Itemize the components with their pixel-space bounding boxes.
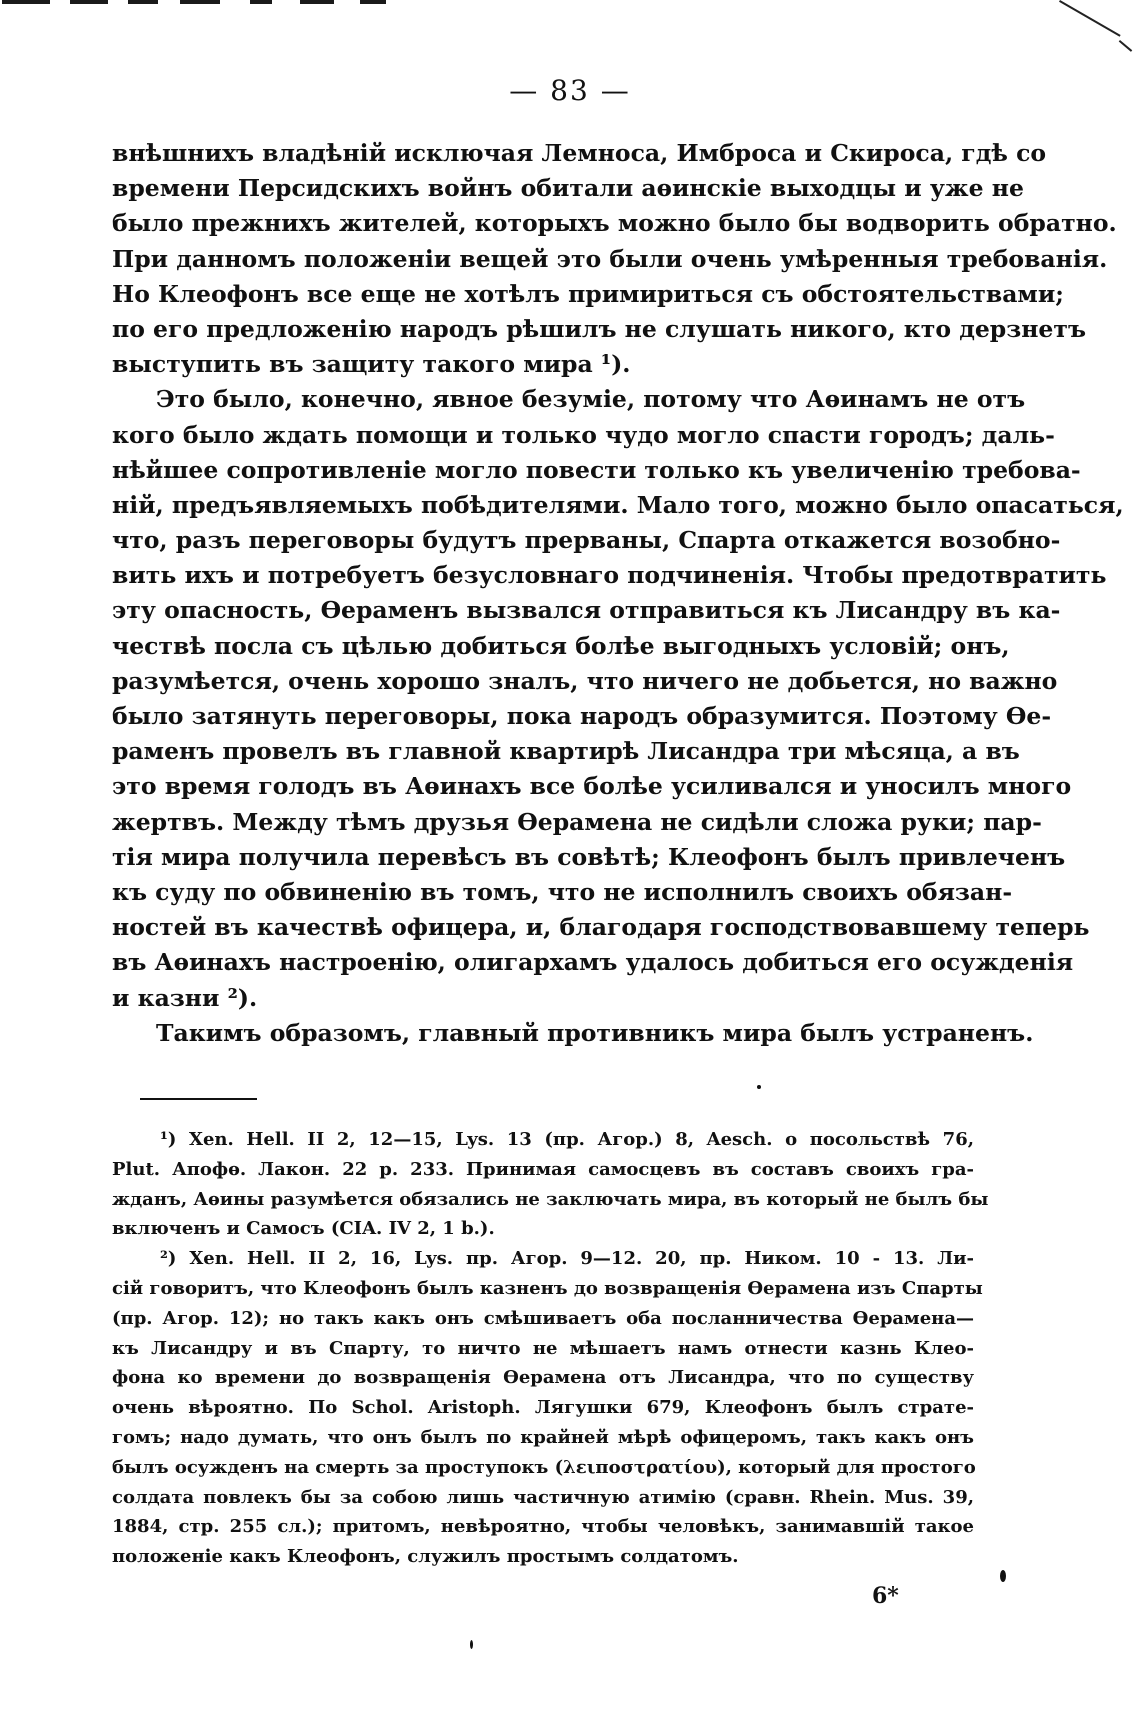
text-line: это время голодъ въ Аѳинахъ все болѣе усиливался и уносилъ много <box>112 772 1072 801</box>
main-text <box>112 136 1124 1051</box>
footnotes <box>112 1125 989 1572</box>
text-line: и казни ²). <box>112 983 258 1012</box>
footnote-line: ²) Xen. Hell. II 2, 16, Lys. пр. Агор. 9—12. 20, пр. Ником. 10 - 13. Ли- <box>160 1248 974 1270</box>
text-line: Это было, конечно, явное безуміе, потому что Аѳинамъ не отъ <box>156 385 1026 414</box>
ink-speck <box>470 1640 473 1649</box>
footnote-line: жданъ, Аѳины разумѣется обязались не заключать мира, въ который не былъ бы <box>112 1188 989 1210</box>
text-line: выступить въ защиту такого мира ¹). <box>112 350 631 379</box>
printer-signature-mark: 6* <box>872 1583 899 1609</box>
footnote-line: фона ко времени до возвращенія Ѳерамена отъ Лисандра, что по существу <box>112 1367 974 1389</box>
text-line: внѣшнихъ владѣній исключая Лемноса, Имброса и Скироса, гдѣ со <box>112 139 1047 167</box>
text-line: времени Персидскихъ войнъ обитали аѳинскіе выходцы и уже не <box>112 174 1024 203</box>
scan-corner-line <box>1119 40 1133 52</box>
footnote-line: включенъ и Самосъ (CIA. IV 2, 1 b.). <box>112 1218 495 1240</box>
text-line: разумѣется, очень хорошо зналъ, что ничего не добьется, но важно <box>112 666 1058 695</box>
footnote-line: ¹) Xen. Hell. II 2, 12—15, Lys. 13 (пр. Агор.) 8, Aesch. о посольствѣ 76, <box>160 1129 974 1150</box>
text-line: ній, предъявляемыхъ побѣдителями. Мало того, можно было опасаться, <box>112 490 1124 519</box>
footnote-line: сій говоритъ, что Клеофонъ былъ казненъ до возвращенія Ѳерамена изъ Спарты <box>112 1277 983 1299</box>
footnote-line: Plut. Апофѳ. Лакон. 22 p. 233. Принимая самосцевъ въ составъ своихъ гра- <box>112 1158 974 1180</box>
text-line: по его предложенію народъ рѣшилъ не слушать никого, кто дерзнетъ <box>112 314 1086 343</box>
page-number: — 83 — <box>509 74 631 107</box>
text-line: чествѣ посла съ цѣлью добиться болѣе выгодныхъ условій; онъ, <box>112 631 1010 660</box>
text-line: вить ихъ и потребуетъ безусловнаго подчиненія. Чтобы предотвратить <box>112 561 1107 590</box>
footnote-line: (пр. Агор. 12); но такъ какъ онъ смѣшиваетъ оба посланничества Ѳерамена— <box>112 1307 974 1329</box>
text-line: кого было ждать помощи и только чудо могло спасти городъ; даль- <box>112 420 1055 449</box>
text-line: Такимъ образомъ, главный противникъ мира былъ устраненъ. <box>156 1018 1034 1047</box>
text-line: было затянуть переговоры, пока народъ образумится. Поэтому Ѳе- <box>112 702 1052 730</box>
text-line: что, разъ переговоры будутъ прерваны, Спарта откажется возобно- <box>112 526 1061 555</box>
text-line: раменъ провелъ въ главной квартирѣ Лисандра три мѣсяца, а въ <box>112 737 1020 766</box>
footnote-divider <box>140 1098 257 1100</box>
text-line: При данномъ положеніи вещей это были очень умѣренныя требованія. <box>112 244 1108 273</box>
footnote-line: гомъ; надо думать, что онъ былъ по крайней мѣрѣ офицеромъ, такъ какъ онъ <box>112 1426 974 1448</box>
footnote-line: 1884, стр. 255 сл.); притомъ, невѣроятно, чтобы человѣкъ, занимавшій такое <box>112 1516 974 1538</box>
text-line: жертвъ. Между тѣмъ друзья Ѳерамена не сидѣли сложа руки; пар- <box>112 807 1042 836</box>
footnote-line: очень вѣроятно. По Schol. Aristoph. Лягушки 679, Клеофонъ былъ страте- <box>112 1397 974 1419</box>
ink-speck <box>757 1085 761 1089</box>
ink-speck <box>1000 1570 1006 1582</box>
footnote-line: былъ осужденъ на смерть за проступокъ (λειποστρατίου), который для простого <box>112 1456 976 1478</box>
text-line: тія мира получила перевѣсъ въ совѣтѣ; Клеофонъ былъ привлеченъ <box>112 842 1066 871</box>
text-line: Но Клеофонъ все еще не хотѣлъ примириться съ обстоятельствами; <box>112 279 1064 308</box>
text-line: было прежнихъ жителей, которыхъ можно было бы водворить обратно. <box>112 209 1117 238</box>
footnote-line: къ Лисандру и въ Спарту, то ничто не мѣшаетъ намъ отнести казнь Клео- <box>112 1337 974 1359</box>
text-line: въ Аѳинахъ настроенію, олигархамъ удалось добиться его осужденія <box>112 948 1074 977</box>
text-line: къ суду по обвиненію въ томъ, что не исполнилъ своихъ обязан- <box>112 877 1013 906</box>
text-line: эту опасность, Ѳераменъ вызвался отправиться къ Лисандру въ ка- <box>112 596 1061 625</box>
footnote-line: солдата повлекъ бы за собою лишь частичную атимію (сравн. Rhein. Mus. 39, <box>112 1486 974 1508</box>
text-line: ностей въ качествѣ офицера, и, благодаря господствовавшему теперь <box>112 913 1090 942</box>
text-line: нѣйшее сопротивленіе могло повести только къ увеличенію требова- <box>112 455 1081 484</box>
scan-edge-artifact <box>0 0 1140 8</box>
footnote-line: положеніе какъ Клеофонъ, служилъ простымъ солдатомъ. <box>112 1546 739 1568</box>
